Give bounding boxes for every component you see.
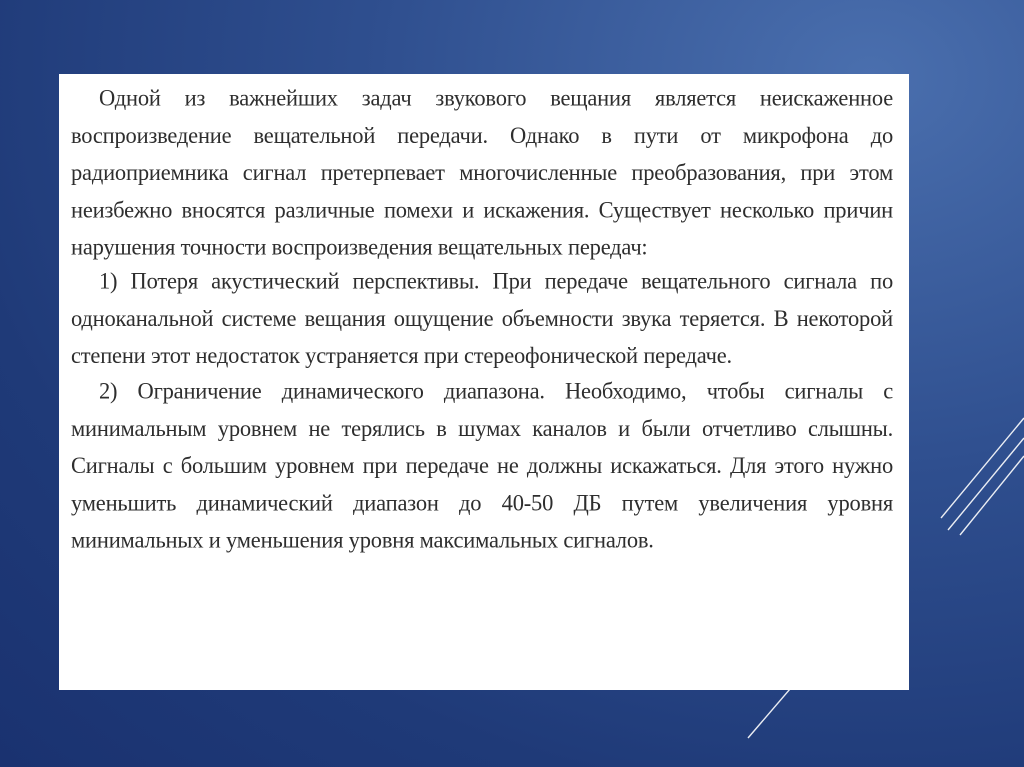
paragraph-dynamic-range: 2) Ограничение динамического диапазона. Необходимо, чтобы сигналы с минимальным уровнем не терялись в шумах каналов и были отчетливо слышны. Сигналы с большим уровнем при передаче не должны искажаться. Для этого нужно уменьшить динамический диапазон до 40-50 ДБ путем увеличения уровня минимальных и уменьшения уровня максимальных сигналов. bbox=[71, 377, 893, 553]
deco-line-1 bbox=[941, 418, 1024, 518]
text-panel bbox=[59, 74, 909, 690]
paragraph-acoustic-perspective: 1) Потеря акустический перспективы. При передаче вещательного сигнала по одноканальной системе вещания ощущение объемности звука теряется. В некоторой степени этот недостаток устраняется при стереофонической передаче. bbox=[71, 268, 893, 369]
deco-line-2 bbox=[948, 438, 1024, 530]
deco-line-3 bbox=[960, 456, 1024, 535]
paragraph-intro: Одной из важнейших задач звукового вещания является неискаженное воспроизведение вещательной передачи. Однако в пути от микрофона до радиоприемника сигнал претерпевает многочисленные преобразования, при этом неизбежно вносятся различные помехи и искажения. Существует несколько причин нарушения точности воспроизведения вещательных передач: bbox=[71, 85, 893, 260]
